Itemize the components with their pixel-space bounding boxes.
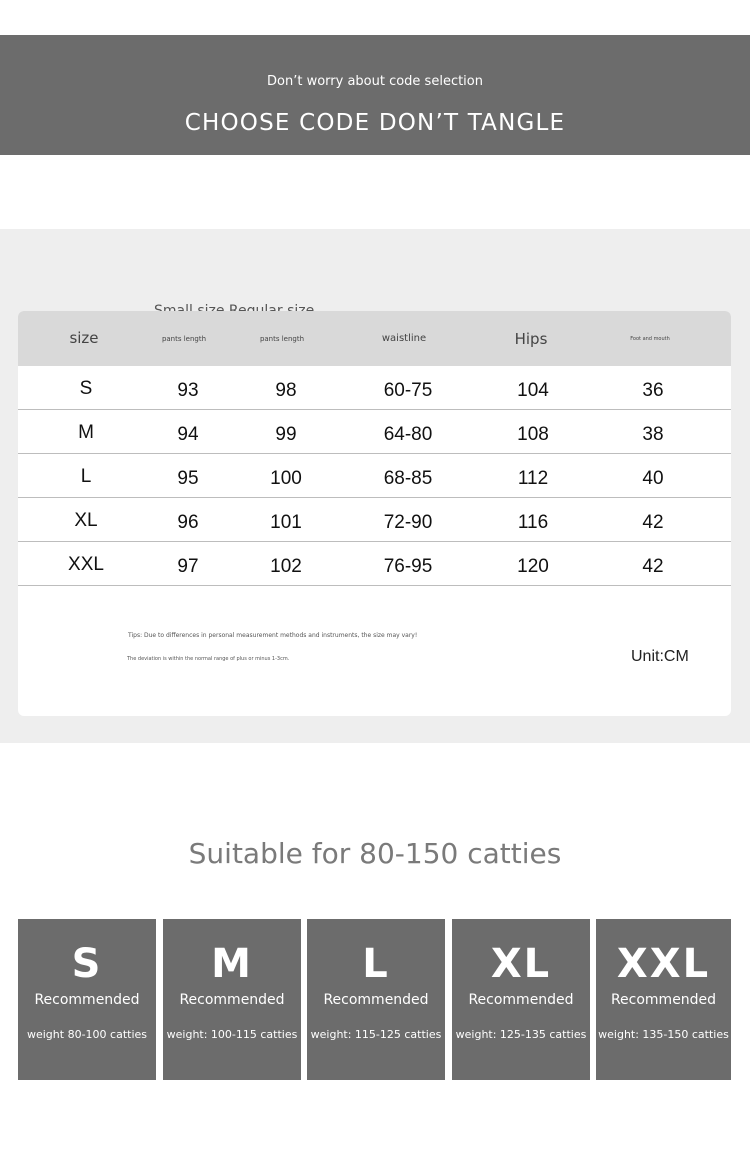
rec-weight: weight: 135-150 catties [598, 1028, 729, 1041]
rec-label: Recommended [323, 992, 429, 1008]
header-foot-and-mouth: Foot and mouth [630, 336, 670, 342]
cell-pants-length-small: 96 [177, 512, 199, 533]
cell-pants-length-regular: 99 [275, 424, 297, 445]
recommendation-card-xxl [596, 919, 731, 1080]
rec-weight: weight: 125-135 catties [455, 1028, 587, 1041]
recommendation-card-xl [452, 919, 590, 1080]
rec-size: XL [490, 941, 552, 987]
cell-foot-and-mouth: 42 [642, 556, 664, 577]
recommendation-card-s [18, 919, 156, 1080]
header-pants-length-small: pants length [161, 335, 207, 343]
cell-pants-length-regular: 98 [275, 380, 297, 401]
cell-waistline: 72-90 [383, 512, 433, 533]
rec-label: Recommended [179, 992, 285, 1008]
cell-hips: 108 [517, 424, 549, 445]
cell-foot-and-mouth: 42 [642, 512, 664, 533]
cell-size: L [80, 466, 92, 487]
cell-hips: 116 [517, 512, 549, 533]
rec-size: M [211, 941, 253, 987]
cell-hips: 104 [517, 380, 549, 401]
table-row [18, 542, 731, 586]
rec-weight: weight: 115-125 catties [310, 1028, 442, 1041]
header-pants-length-regular: pants length [259, 335, 305, 343]
rec-label: Recommended [34, 992, 140, 1008]
header-hips: Hips [514, 330, 548, 348]
cell-hips: 112 [517, 468, 549, 489]
header-waistline: waistline [381, 333, 427, 344]
cell-hips: 120 [517, 556, 549, 577]
rec-label: Recommended [610, 992, 717, 1008]
rec-weight: weight 80-100 catties [26, 1028, 147, 1041]
cell-size: XXL [68, 554, 104, 575]
recommendation-card-l [307, 919, 445, 1080]
cell-waistline: 76-95 [383, 556, 433, 577]
cell-pants-length-small: 97 [177, 556, 199, 577]
cell-waistline: 60-75 [383, 380, 433, 401]
cell-pants-length-small: 94 [177, 424, 199, 445]
cell-pants-length-regular: 101 [270, 512, 302, 533]
cell-foot-and-mouth: 38 [642, 424, 664, 445]
table-row [18, 498, 731, 542]
table-row [18, 366, 731, 410]
cell-pants-length-regular: 100 [270, 468, 302, 489]
unit-label: Unit:CM [631, 648, 689, 665]
header-size: size [69, 329, 99, 347]
banner-title: CHOOSE CODE DON’T TANGLE [184, 110, 566, 136]
suitable-heading: Suitable for 80-150 catties [188, 837, 562, 870]
table-header [18, 311, 731, 366]
rec-size: S [71, 941, 103, 987]
cell-pants-length-regular: 102 [270, 556, 302, 577]
top-banner [0, 35, 750, 155]
deviation-note: The deviation is within the normal range of plus or minus 1-3cm. [127, 656, 290, 662]
table-row [18, 410, 731, 454]
measurement-tip: Tips: Due to differences in personal measurement methods and instruments, the size may vary! [128, 632, 418, 639]
cell-waistline: 64-80 [383, 424, 433, 445]
size-chart-section [0, 229, 750, 743]
cell-foot-and-mouth: 40 [642, 468, 664, 489]
cell-size: S [79, 378, 93, 399]
size-chart-table [18, 311, 731, 716]
rec-weight: weight: 100-115 catties [166, 1028, 298, 1041]
banner-subtitle: Don’t worry about code selection [267, 74, 483, 89]
cell-pants-length-small: 95 [177, 468, 199, 489]
rec-size: L [362, 941, 390, 987]
cell-size: XL [74, 510, 98, 531]
cell-waistline: 68-85 [383, 468, 433, 489]
recommendation-card-m [163, 919, 301, 1080]
cell-pants-length-small: 93 [177, 380, 199, 401]
cell-foot-and-mouth: 36 [642, 380, 664, 401]
table-row [18, 454, 731, 498]
rec-size: XXL [616, 941, 711, 987]
rec-label: Recommended [468, 992, 574, 1008]
cell-size: M [78, 422, 94, 443]
